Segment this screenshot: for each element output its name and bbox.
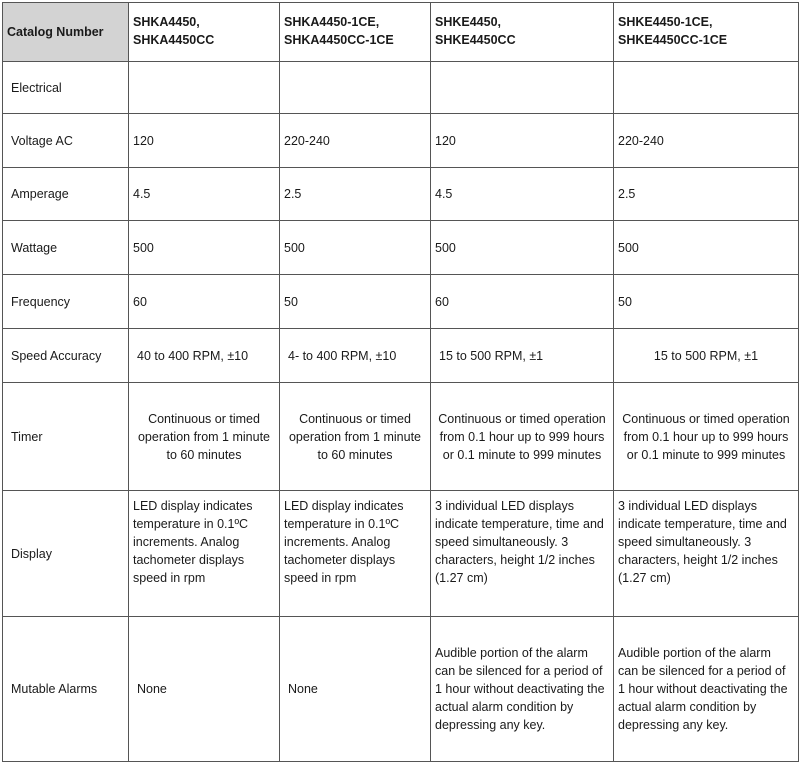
row-label-frequency: Frequency <box>3 275 129 329</box>
table-cell: 50 <box>280 275 431 329</box>
column-header-line1: SHKA4450, <box>133 15 200 29</box>
column-header-shke4450 <box>431 3 614 62</box>
table-cell: 15 to 500 RPM, ±1 <box>614 329 799 383</box>
table-cell: 40 to 400 RPM, ±10 <box>129 329 280 383</box>
table-cell: 3 individual LED displays indicate temperature, time and speed simultaneously. 3 characters, height 1/2 inches (1.27 cm) <box>614 491 799 617</box>
row-display <box>3 491 799 617</box>
table-cell <box>614 62 799 114</box>
table-cell: 2.5 <box>614 168 799 221</box>
table-cell: 120 <box>431 114 614 168</box>
table-cell: 4.5 <box>431 168 614 221</box>
row-wattage <box>3 221 799 275</box>
table-cell: None <box>280 617 431 762</box>
table-cell: 60 <box>431 275 614 329</box>
column-header-line2: SHKE4450CC-1CE <box>618 33 728 47</box>
row-electrical <box>3 62 799 114</box>
table-cell: None <box>129 617 280 762</box>
row-mutable-alarms <box>3 617 799 762</box>
column-header-shke4450-1ce <box>614 3 799 62</box>
table-cell: 500 <box>431 221 614 275</box>
column-header-line1: SHKA4450-1CE, <box>284 15 380 29</box>
table-cell <box>129 62 280 114</box>
row-label-display: Display <box>3 491 129 617</box>
row-label-speed-accuracy: Speed Accuracy <box>3 329 129 383</box>
table-cell: Audible portion of the alarm can be silenced for a period of 1 hour without deactivating the actual alarm condition by depressing any key. <box>431 617 614 762</box>
row-label-electrical: Electrical <box>3 62 129 114</box>
table-cell: 3 individual LED displays indicate temperature, time and speed simultaneously. 3 characters, height 1/2 inches (1.27 cm) <box>431 491 614 617</box>
column-header-shka4450 <box>129 3 280 62</box>
row-label-wattage: Wattage <box>3 221 129 275</box>
row-voltage-ac <box>3 114 799 168</box>
column-header-line1: SHKE4450-1CE, <box>618 15 713 29</box>
table-cell: 500 <box>614 221 799 275</box>
table-cell <box>431 62 614 114</box>
table-cell: 50 <box>614 275 799 329</box>
table-cell: Audible portion of the alarm can be silenced for a period of 1 hour without deactivating the actual alarm condition by depressing any key. <box>614 617 799 762</box>
table-cell: 220-240 <box>280 114 431 168</box>
row-label-voltage-ac: Voltage AC <box>3 114 129 168</box>
table-cell <box>280 62 431 114</box>
spec-table <box>2 2 799 762</box>
column-header-line2: SHKA4450CC-1CE <box>284 33 394 47</box>
table-cell: Continuous or timed operation from 1 minute to 60 minutes <box>129 383 280 491</box>
table-cell: 2.5 <box>280 168 431 221</box>
row-label-amperage: Amperage <box>3 168 129 221</box>
table-cell: 4.5 <box>129 168 280 221</box>
row-frequency <box>3 275 799 329</box>
column-header-line1: SHKE4450, <box>435 15 502 29</box>
row-label-timer: Timer <box>3 383 129 491</box>
table-cell: LED display indicates temperature in 0.1ºC increments. Analog tachometer displays speed in rpm <box>280 491 431 617</box>
column-header-line2: SHKA4450CC <box>133 33 215 47</box>
header-row <box>3 3 799 62</box>
row-speed-accuracy <box>3 329 799 383</box>
row-amperage <box>3 168 799 221</box>
table-cell: 500 <box>280 221 431 275</box>
row-timer <box>3 383 799 491</box>
column-header-shka4450-1ce <box>280 3 431 62</box>
table-cell: Continuous or timed operation from 1 minute to 60 minutes <box>280 383 431 491</box>
table-cell: 60 <box>129 275 280 329</box>
column-header-line2: SHKE4450CC <box>435 33 516 47</box>
row-label-mutable-alarms: Mutable Alarms <box>3 617 129 762</box>
table-cell: 15 to 500 RPM, ±1 <box>431 329 614 383</box>
table-cell: 4- to 400 RPM, ±10 <box>280 329 431 383</box>
table-cell: Continuous or timed operation from 0.1 hour up to 999 hours or 0.1 minute to 999 minutes <box>431 383 614 491</box>
table-cell: 500 <box>129 221 280 275</box>
table-cell: 120 <box>129 114 280 168</box>
table-cell: Continuous or timed operation from 0.1 hour up to 999 hours or 0.1 minute to 999 minutes <box>614 383 799 491</box>
table-cell: LED display indicates temperature in 0.1ºC increments. Analog tachometer displays speed in rpm <box>129 491 280 617</box>
table-cell: 220-240 <box>614 114 799 168</box>
catalog-number-header: Catalog Number <box>3 3 129 62</box>
